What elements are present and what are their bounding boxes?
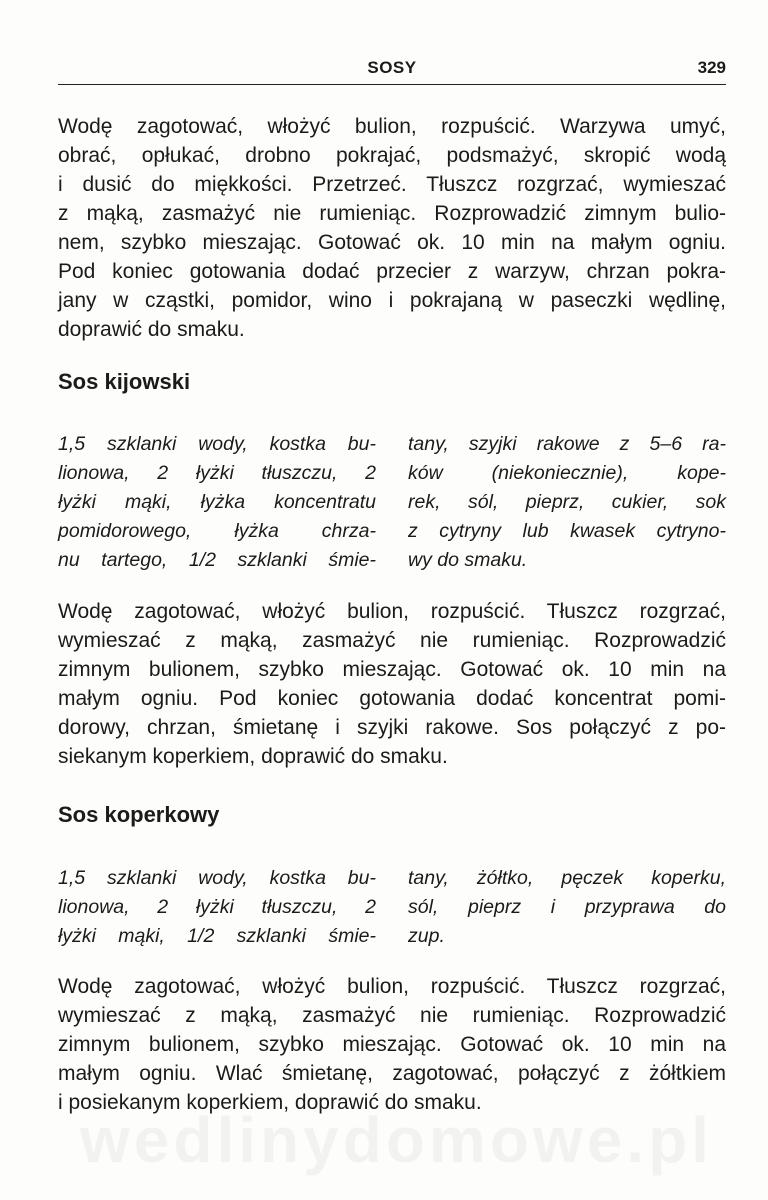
ingredient-line: tany, żółtko, pęczek koperku,	[408, 867, 726, 889]
method-line: zimnym bulionem, szybko mieszając. Gotować ok. 10 min na	[58, 658, 726, 681]
method-line: dorowy, chrzan, śmietanę i szyjki rakowe. Sos połączyć z po-	[58, 716, 726, 739]
ingredient-line: nu tartego, 1/2 szklanki śmie-	[58, 549, 376, 571]
ingredient-line: łyżki mąki, 1/2 szklanki śmie-	[58, 925, 376, 947]
intro-line: i dusić do miękkości. Przetrzeć. Tłuszcz rozgrzać, wymieszać	[58, 173, 726, 196]
ingredient-line: zup.	[408, 925, 445, 947]
page-header	[58, 56, 726, 85]
intro-line: doprawić do smaku.	[58, 318, 245, 341]
intro-line: z mąką, zasmażyć nie rumieniąc. Rozprowadzić zimnym bulio-	[58, 202, 726, 225]
method-line: małym ogniu. Pod koniec gotowania dodać koncentrat pomi-	[58, 687, 726, 710]
ingredient-line: ków (niekoniecznie), kope-	[408, 462, 726, 484]
ingredient-line: łyżki mąki, łyżka koncentratu	[58, 491, 376, 513]
ingredient-line: tany, szyjki rakowe z 5–6 ra-	[408, 433, 726, 455]
recipe-title: Sos kijowski	[58, 369, 191, 394]
intro-line: Pod koniec gotowania dodać przecier z warzyw, chrzan pokra-	[58, 260, 726, 283]
method-line: Wodę zagotować, włożyć bulion, rozpuścić. Tłuszcz rozgrzać,	[58, 975, 726, 998]
method-line: wymieszać z mąką, zasmażyć nie rumieniąc. Rozprowadzić	[58, 1004, 726, 1027]
page-number: 329	[697, 58, 726, 77]
ingredient-line: rek, sól, pieprz, cukier, sok	[408, 491, 726, 513]
intro-line: jany w cząstki, pomidor, wino i pokrajaną w paseczki wędlinę,	[58, 289, 726, 312]
method-line: małym ogniu. Wlać śmietanę, zagotować, połączyć z żółtkiem	[58, 1062, 726, 1085]
ingredient-line: 1,5 szklanki wody, kostka bu-	[58, 867, 376, 889]
method-line: zimnym bulionem, szybko mieszając. Gotować ok. 10 min na	[58, 1033, 726, 1056]
method-line: siekanym koperkiem, doprawić do smaku.	[58, 745, 448, 768]
ingredient-line: z cytryny lub kwasek cytryno-	[408, 520, 726, 542]
section-title: SOSY	[367, 58, 417, 77]
recipe-title: Sos koperkowy	[58, 802, 220, 827]
ingredient-line: lionowa, 2 łyżki tłuszczu, 2	[58, 896, 376, 918]
method-line: wymieszać z mąką, zasmażyć nie rumieniąc. Rozprowadzić	[58, 629, 726, 652]
intro-line: nem, szybko mieszając. Gotować ok. 10 min na małym ogniu.	[58, 231, 726, 254]
intro-line: Wodę zagotować, włożyć bulion, rozpuścić. Warzywa umyć,	[58, 115, 726, 138]
ingredient-line: 1,5 szklanki wody, kostka bu-	[58, 433, 376, 455]
ingredient-line: wy do smaku.	[408, 549, 528, 571]
intro-line: obrać, opłukać, drobno pokrajać, podsmażyć, skropić wodą	[58, 144, 726, 167]
ingredient-line: lionowa, 2 łyżki tłuszczu, 2	[58, 462, 376, 484]
method-line: Wodę zagotować, włożyć bulion, rozpuścić. Tłuszcz rozgrzać,	[58, 600, 726, 623]
ingredient-line: sól, pieprz i przyprawa do	[408, 896, 726, 918]
ingredient-line: pomidorowego, łyżka chrza-	[58, 520, 376, 542]
method-line: i posiekanym koperkiem, doprawić do smaku.	[58, 1091, 482, 1114]
